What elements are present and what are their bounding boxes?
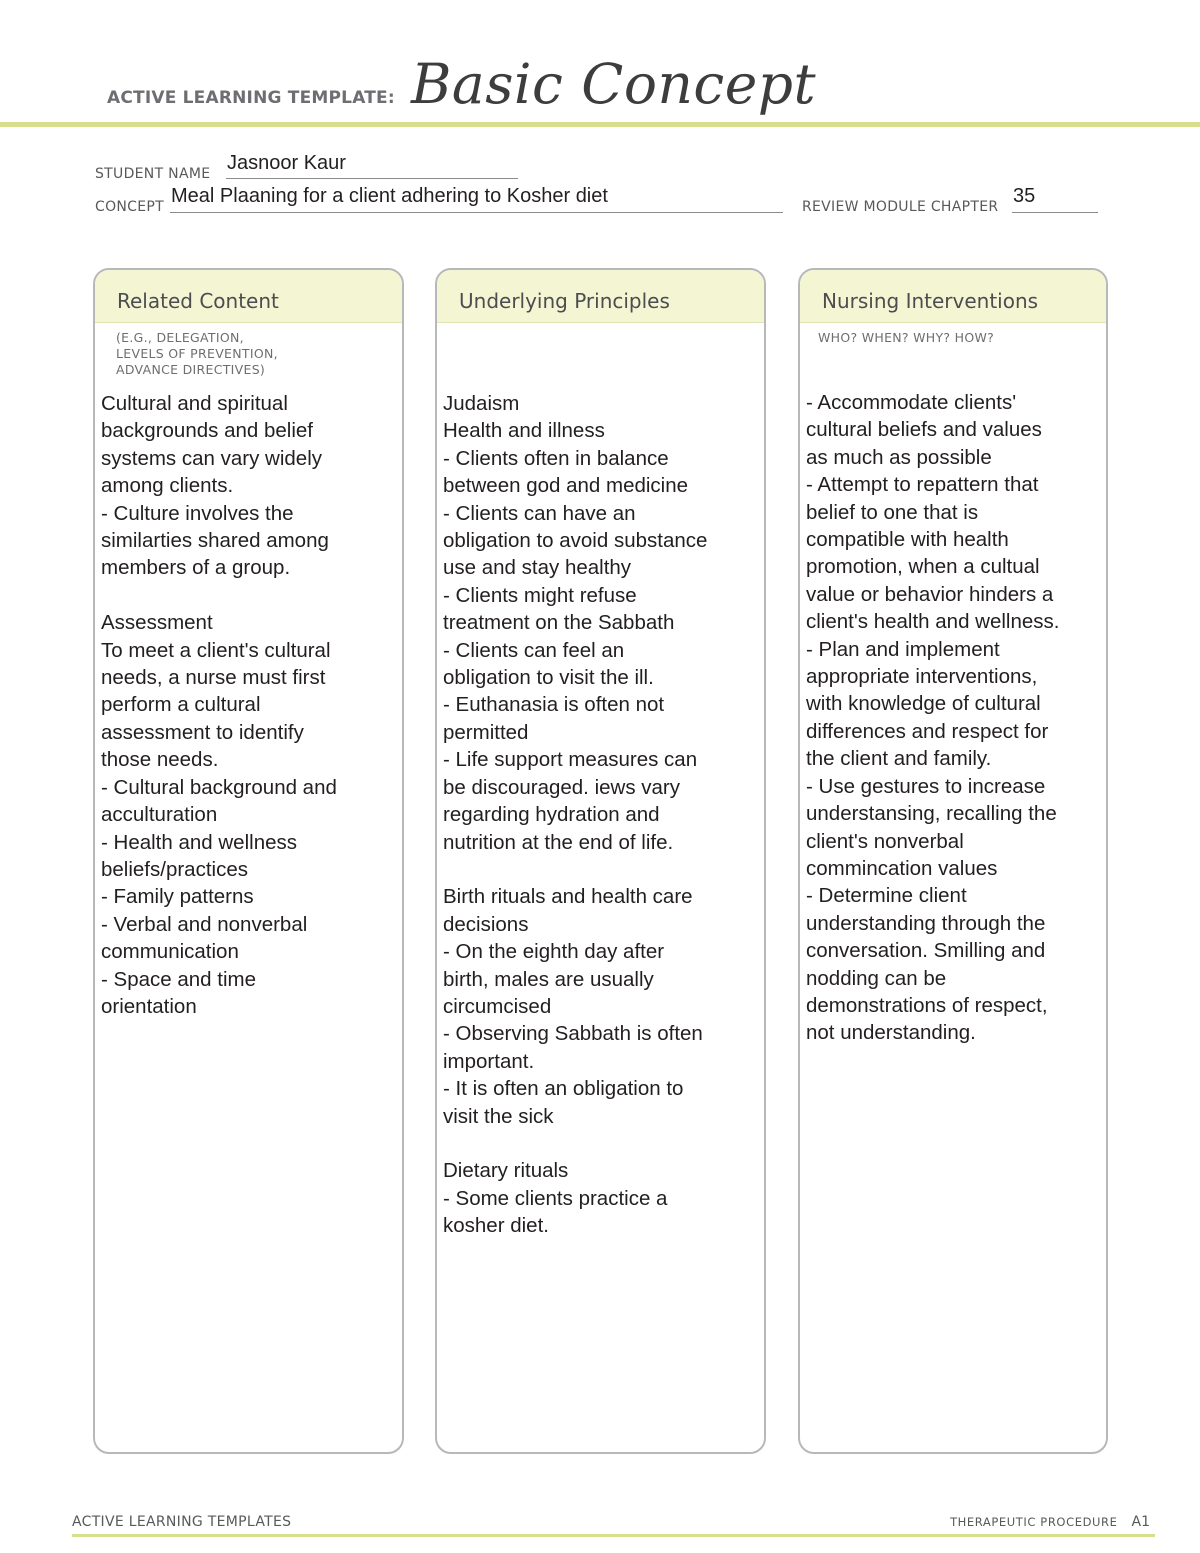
footer-divider — [72, 1534, 1155, 1537]
nursing-interventions-title: Nursing Interventions — [822, 289, 1039, 313]
related-content-title: Related Content — [117, 289, 279, 313]
nursing-interventions-panel — [798, 268, 1108, 1454]
student-name-line — [226, 178, 518, 179]
review-module-line — [1012, 212, 1098, 213]
footer-page-number: A1 — [1131, 1514, 1150, 1530]
nursing-interventions-subtitle: WHO? WHEN? WHY? HOW? — [818, 330, 995, 345]
footer-page-info — [950, 1514, 1150, 1530]
student-name-label: STUDENT NAME — [95, 166, 211, 182]
concept-field[interactable]: Meal Plaaning for a client adhering to Kosher diet — [171, 185, 608, 207]
student-name-field[interactable]: Jasnoor Kaur — [227, 152, 346, 174]
related-content-text[interactable]: Cultural and spiritual backgrounds and belief systems can vary widely among clients. - Culture involves the similarties shared among members of a group. Assessment To meet a client's cultural needs, a nurse must first perform a cultural assessment to identify those needs. - Cultural background and acculturation - Health and wellness beliefs/practices - Family patterns - Verbal and nonverbal communication - Space and time orientation — [101, 392, 337, 1018]
related-content-panel — [93, 268, 404, 1454]
review-module-label: REVIEW MODULE CHAPTER — [802, 199, 999, 215]
review-module-field[interactable]: 35 — [1013, 185, 1036, 207]
underlying-principles-text[interactable]: Judaism Health and illness - Clients often in balance between god and medicine - Clients can have an obligation to avoid substance use and stay healthy - Clients might refuse treatment on the Sabbath - Clients can feel an obligation to visit the ill. - Euthanasia is often not permitted - Life support measures can be discouraged. iews vary regarding hydration and nutrition at the end of life. Birth rituals and health care decisions - On the eighth day after birth, males are usually circumcised - Observing Sabbath is often important. - It is often an obligation to visit the sick Dietary rituals - Some clients practice a kosher diet. — [443, 392, 708, 1238]
concept-line — [170, 212, 783, 213]
footer-series-label: ACTIVE LEARNING TEMPLATES — [72, 1514, 292, 1530]
concept-label: CONCEPT — [95, 199, 164, 215]
header-divider — [0, 122, 1200, 127]
footer-section-label: THERAPEUTIC PROCEDURE — [950, 1515, 1118, 1529]
underlying-principles-panel — [435, 268, 766, 1454]
nursing-interventions-text[interactable]: - Accommodate clients' cultural beliefs and values as much as possible - Attempt to repattern that belief to one that is compatible with health promotion, when a cultual value or behavior hinders a client's health and wellness. - Plan and implement appropriate interventions, with knowledge of cultural differences and respect for the client and family. - Use gestures to increase understansing, recalling the client's nonverbal commincation values - Determine client understanding through the conversation. Smilling and nodding can be demonstrations of respect, not understanding. — [806, 391, 1060, 1045]
page-title: Basic Concept — [411, 52, 817, 116]
template-label: ACTIVE LEARNING TEMPLATE: — [107, 88, 395, 108]
underlying-principles-title: Underlying Principles — [459, 289, 670, 313]
related-content-subtitle: (E.G., DELEGATION, LEVELS OF PREVENTION, ADVANCE DIRECTIVES) — [116, 330, 278, 377]
